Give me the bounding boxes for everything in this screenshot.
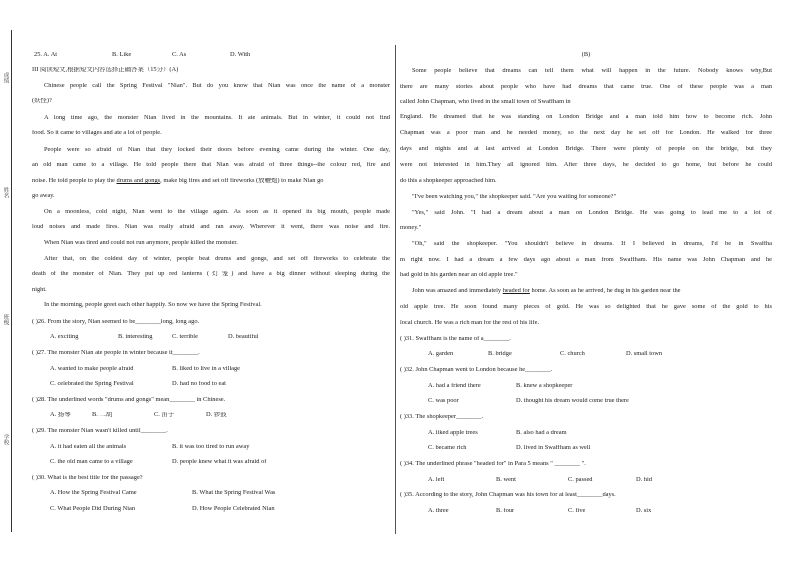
q33-option-b[interactable]: B. also had a dream [516, 430, 567, 436]
q29-options-row1 [32, 444, 390, 454]
binding-line [11, 30, 12, 532]
paragraph-line: death of the monster of Nian. They put up red lanterns (灯笼) and have a big dinner without sleeping during the [32, 271, 390, 277]
q35-option-d[interactable]: D. six [636, 508, 652, 514]
q29-option-a[interactable]: A. it had eaten all the animals [50, 444, 127, 450]
paragraph-line: Some people believe that dreams can tell them what will happen in the future. Nobody knows why,But [412, 68, 772, 74]
question-25 [32, 52, 390, 62]
q35-option-c[interactable]: C. five [568, 508, 586, 514]
paragraph-line: there are many stories about people who have had dreams that came true. One of these people was a man [400, 84, 772, 90]
question-29: ( )29. The monster Nian wasn't killed until________. [32, 428, 168, 434]
q33-option-a[interactable]: A. liked apple trees [428, 430, 478, 436]
paragraph-line: On a moonless, cold night, Nian went to the village again. As soon as it opened its big mouth, people made [44, 209, 390, 215]
paragraph-line: loud noises and made fires. Nian was really afraid and ran away. Wherever it went, there was noise and fire. [32, 224, 390, 230]
binding-margin [0, 0, 30, 562]
q31-option-d[interactable]: D. small town [626, 351, 663, 357]
paragraph-line: A long time ago, the monster Nian lived in the mountains. It ate animals. But in winter, it could not find [44, 115, 390, 121]
q31-options [400, 351, 772, 361]
paragraph-line: had gold in his garden near an old apple tree." [400, 272, 518, 278]
underlined-headed-for: headed for [502, 288, 530, 294]
q27-option-c[interactable]: C. celebrated the Spring Festival [50, 381, 134, 387]
paragraph-line: noise. He told people to play the drums and gongs, make big fires and set off fireworks (放鞭炮) to make Nian go [32, 178, 324, 184]
question-27: ( )27. The monster Nian ate people in winter because it________. [32, 350, 200, 356]
question-33: ( )33. The shopkeeper________. [400, 414, 484, 420]
q33-options-row2 [400, 445, 772, 455]
q27-options-row1 [32, 366, 390, 376]
paragraph-line: m right now. I had a dream a few days ago about a man from Swaffham. His name was John Chapman and he [400, 257, 772, 263]
section-heading: III 阅读短文,根据短文内容选择正确答案（15分）(A) [32, 67, 179, 73]
q32-options-row2 [400, 398, 772, 408]
question-28: ( )28. The underlined words "drums and gongs" mean________ in Chinese. [32, 397, 226, 403]
school-label: 学校 [2, 434, 9, 446]
paragraph-line: England. He dreamed that he was standing on London Bridge and a man told him how to become rich. John [400, 114, 772, 120]
passage-a-column [32, 0, 390, 562]
paragraph-line: Chinese people call the Spring Festival "Nian". But do you know that Nian was once the name of a monster [44, 83, 390, 89]
paragraph-line: "Oh," said the shopkeeper. "You shouldn't believe in dreams. If I believed in dreams, I'd be in Swaffha [412, 241, 772, 247]
q27-option-b[interactable]: B. liked to live in a village [172, 366, 240, 372]
paragraph-line: old apple tree. He soon found many pieces of gold. He was so delighted that he gave some of the gold to his [400, 304, 772, 310]
class-label: 班级 [2, 314, 9, 326]
question-30: ( )30. What is the best title for the passage? [32, 475, 143, 481]
q28-options [32, 412, 390, 422]
q27-option-a[interactable]: A. wanted to make people afraid [50, 366, 134, 372]
paragraph-line: When Nian was tired and could not run anymore, people killed the monster. [44, 240, 238, 246]
q26-option-a[interactable]: A. exciting [50, 334, 79, 340]
paragraph-line: People were so afraid of Nian that they locked their doors before evening came during the winter. One day, [44, 147, 390, 153]
q34-option-d[interactable]: D. hid [636, 477, 652, 483]
question-35: ( )35. According to the story, John Chapman was his town for at least________days. [400, 492, 616, 498]
paragraph-line: days and nights and at last arrived at London Bridge. There were plenty of people on the bridge, but they [400, 146, 772, 152]
question-34: ( )34. The underlined phrase "headed for" in Para 5 means " ________ ". [400, 461, 586, 467]
q32-option-a[interactable]: A. had a friend there [428, 383, 481, 389]
q31-option-c[interactable]: C. church [560, 351, 585, 357]
paragraph-line: food. So it came to villages and ate a lot of people. [32, 130, 162, 136]
q32-option-d[interactable]: D. thought his dream would come true there [516, 398, 629, 404]
q31-option-a[interactable]: A. garden [428, 351, 454, 357]
question-31: ( )31. Swaffham is the name of a________. [400, 336, 511, 342]
q32-options-row1 [400, 383, 772, 393]
q30-options-row2 [32, 506, 390, 516]
q34-option-b[interactable]: B. went [496, 477, 516, 483]
q30-option-b[interactable]: B. What the Spring Festival Was [192, 490, 276, 496]
paragraph-line: After that, on the coldest day of winter, people beat drums and gongs, and set off fireworks to celebrate the [44, 256, 390, 262]
q25-option-c: C. As [172, 52, 187, 58]
paragraph-line: "I've been watching you," the shopkeeper said. "Are you waiting for someone?" [412, 194, 617, 200]
q25-option-a: 25. A. At [34, 52, 58, 58]
q29-option-d[interactable]: D. people knew what it was afraid of [172, 459, 267, 465]
paragraph-line: Chapman was a poor man and he needed money, so the next day he set off for London. He walked for three [400, 130, 772, 136]
q27-option-d[interactable]: D. had no food to eat [172, 381, 226, 387]
q29-option-b[interactable]: B. it was too tired to run away [172, 444, 250, 450]
q29-options-row2 [32, 459, 390, 469]
name-label: 姓名 [2, 187, 9, 199]
q35-options [400, 508, 772, 518]
q26-option-b[interactable]: B. interesting [118, 334, 153, 340]
q26-options [32, 334, 390, 344]
paragraph-line: "Yes," said John. "I had a dream about a man on London Bridge. He was going to lead me to a lot of [412, 210, 772, 216]
paragraph-line: (妖怪)? [32, 98, 52, 104]
paragraph-line: go away. [32, 193, 55, 199]
paragraph-line: local church. He was a rich man for the rest of his life. [400, 320, 540, 326]
paragraph-line: called John Chapman, who lived in the small town of Swaffham in [400, 99, 571, 105]
paragraph-line: do this a shopkeeper approached him. [400, 178, 497, 184]
question-26: ( )26. From the story, Nian seemed to be________long, long ago. [32, 319, 200, 325]
column-divider [395, 45, 396, 534]
q33-option-c[interactable]: C. became rich [428, 445, 467, 451]
q30-option-c[interactable]: C. What People Did During Nian [50, 506, 136, 512]
paragraph-line: an old man came to a village. He told people there that Nian was afraid of three things--the colour red, fire and [32, 162, 390, 168]
q30-option-a[interactable]: A. How the Spring Festival Came [50, 490, 137, 496]
paragraph-line: night. [32, 287, 47, 293]
passage-b-heading: (B) [581, 52, 591, 58]
q26-option-c[interactable]: C. terrible [172, 334, 198, 340]
passage-b-column [400, 0, 772, 562]
q31-option-b[interactable]: B. bridge [488, 351, 512, 357]
q28-option-a[interactable]: A. 扬琴 [50, 412, 71, 418]
question-32: ( )32. John Chapman went to London because he________. [400, 367, 553, 373]
paragraph-line: were not interested in him.They all ignored him. After three days, he decided to go home, but before he could [400, 162, 772, 168]
q32-option-c[interactable]: C. was poor [428, 398, 459, 404]
q35-option-b[interactable]: B. four [496, 508, 515, 514]
q29-option-c[interactable]: C. the old man came to a village [50, 459, 133, 465]
q30-option-d[interactable]: D. How People Celebrated Nian [192, 506, 275, 512]
q33-option-d[interactable]: D. lived in Swaffham as well [516, 445, 591, 451]
q33-options-row1 [400, 430, 772, 440]
q28-option-d[interactable]: D. 锣鼓 [206, 412, 227, 418]
q34-options [400, 477, 772, 487]
q25-option-d: D. With [230, 52, 251, 58]
paragraph-line: money." [400, 225, 422, 231]
q28-option-c[interactable]: C. 笛子 [154, 412, 175, 418]
q27-options-row2 [32, 381, 390, 391]
q28-option-b[interactable]: B. 二胡 [92, 412, 113, 418]
q32-option-b[interactable]: B. knew a shopkeeper [516, 383, 573, 389]
q35-option-a[interactable]: A. three [428, 508, 449, 514]
underlined-drums-and-gongs: drums and gongs [116, 178, 161, 184]
paragraph-line: In the morning, people greet each other happily. So now we have the Spring Festival. [44, 302, 262, 308]
q25-option-b: B. Like [112, 52, 132, 58]
q26-option-d[interactable]: D. beautiful [228, 334, 259, 340]
paragraph-line: John was amazed and immediately headed for home. As soon as he arrived, he dug in his garden near the [412, 288, 681, 294]
q34-option-c[interactable]: C. passed [568, 477, 593, 483]
q30-options-row1 [32, 490, 390, 500]
score-label: 成绩 [2, 72, 9, 84]
q34-option-a[interactable]: A. left [428, 477, 445, 483]
